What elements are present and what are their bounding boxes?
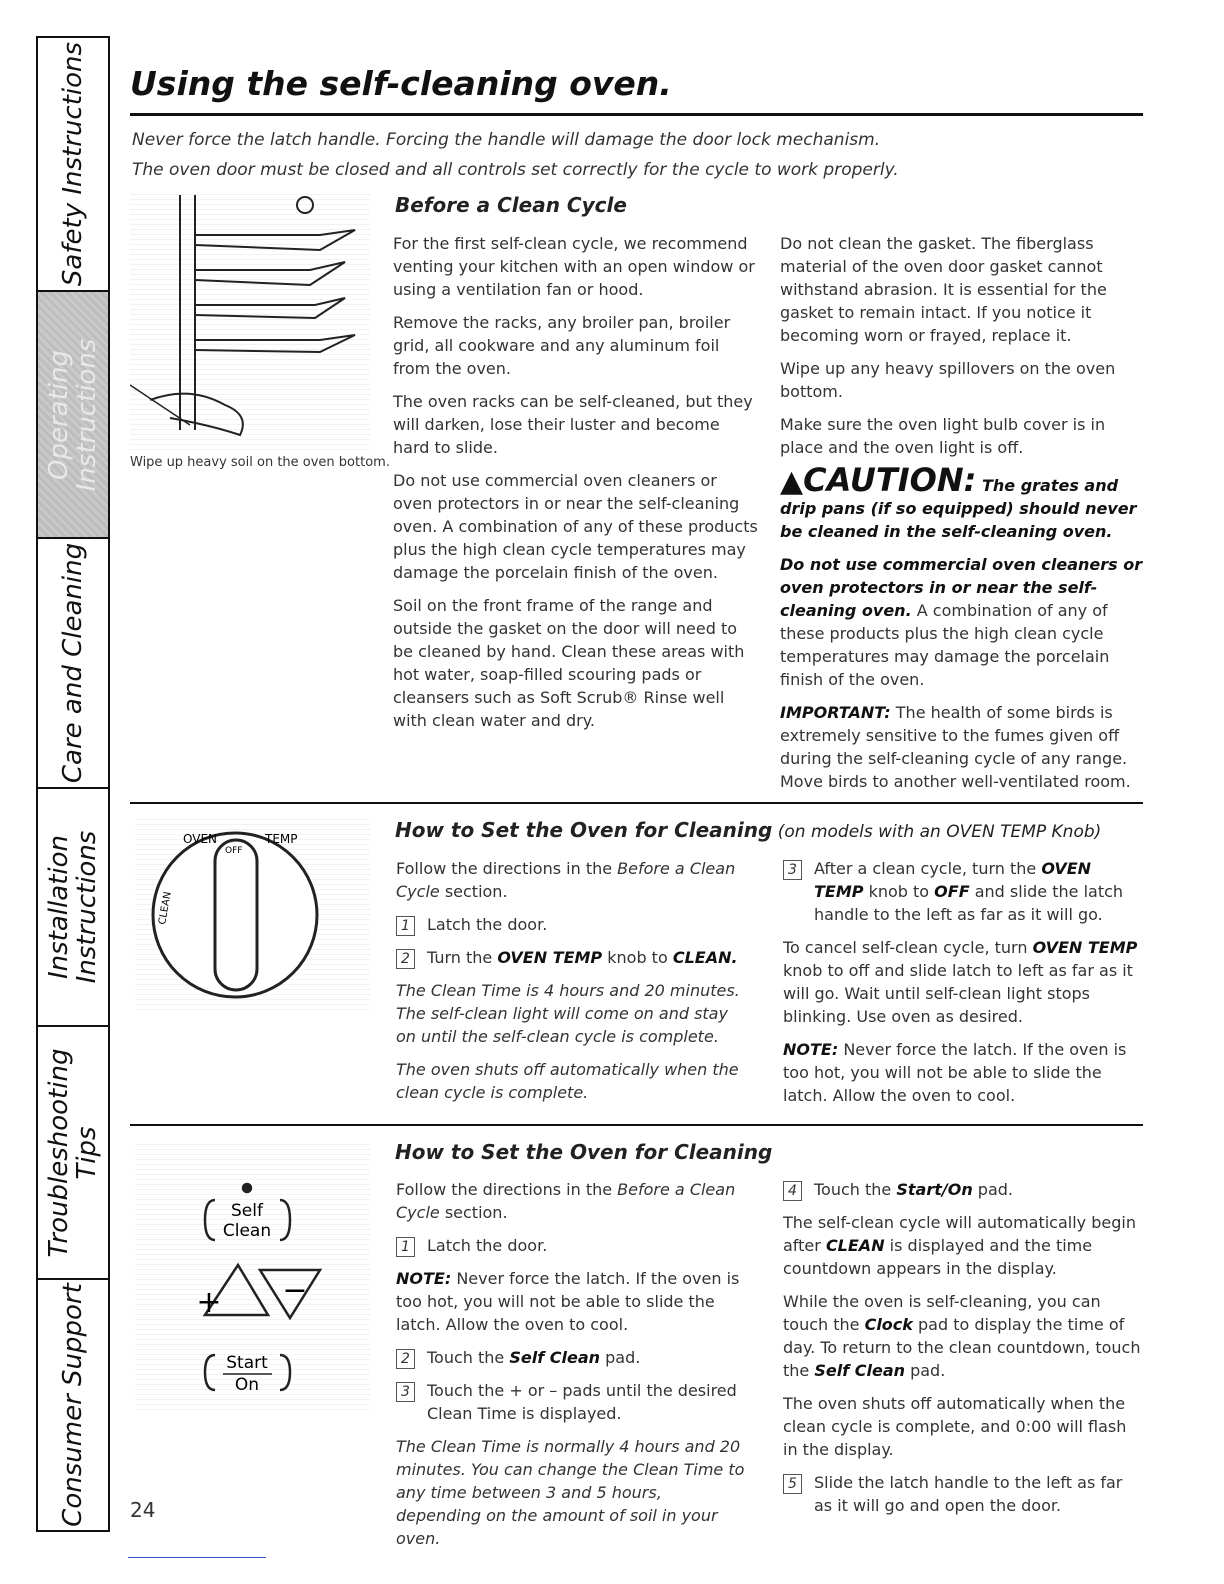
text-run: To cancel self-clean cycle, turn	[783, 938, 1033, 957]
text-run: CLEAN.	[672, 948, 738, 967]
start-pad-label-1: Start	[226, 1353, 268, 1373]
before-clean-col-1	[393, 232, 758, 742]
step-number: 2	[396, 1349, 415, 1369]
text-run: and slide the latch handle to the left as far as it will go.	[814, 882, 1124, 924]
oven-rack-illustration	[130, 190, 370, 450]
step-number: 5	[783, 1474, 802, 1494]
text-run: Turn the	[427, 948, 498, 967]
oven-temp-col-2	[783, 857, 1143, 1117]
text-run: section.	[439, 882, 508, 901]
text-run: A combination of any of these products plus the high clean cycle temperatures may damage the porcelain finish of the oven.	[780, 601, 1110, 689]
paragraph	[783, 936, 1143, 1028]
text-run: CLEAN	[825, 1236, 885, 1255]
text-run: CAUTION:	[803, 461, 977, 499]
text-run: OVEN TEMP	[814, 859, 1092, 901]
text-run: OVEN TEMP	[497, 948, 603, 967]
paragraph	[783, 1038, 1143, 1107]
heading-text: How to Set the Oven for Cleaning	[395, 818, 773, 842]
step-number: 1	[396, 916, 415, 936]
text-run: Touch the	[814, 1180, 897, 1199]
paragraph	[780, 701, 1145, 793]
sidebar-tab[interactable]	[38, 789, 108, 1027]
section-tabs	[36, 36, 110, 1532]
sidebar-tab-label: Safety Instructions	[58, 41, 88, 287]
text-run: The oven racks can be self-cleaned, but they will darken, lose their luster and become hard to slide.	[393, 392, 753, 457]
step-number: 2	[396, 949, 415, 969]
text-run: Touch the + or – pads until the desired Clean Time is displayed.	[427, 1381, 737, 1423]
numbered-step	[396, 1379, 746, 1425]
start-pad-label-2: On	[234, 1375, 260, 1395]
text-run: Self Clean	[814, 1361, 905, 1380]
paragraph	[396, 1435, 746, 1550]
text-run: Touch the	[427, 1348, 510, 1367]
sidebar-tab-label: Consumer Support	[58, 1283, 88, 1527]
text-run: section.	[439, 1203, 508, 1222]
paragraph	[393, 594, 758, 732]
step-number: 3	[396, 1382, 415, 1402]
text-run: OVEN TEMP	[1032, 938, 1138, 957]
sidebar-tab-label: Operating Instructions	[44, 338, 102, 491]
before-clean-col-2	[780, 232, 1145, 803]
numbered-step	[396, 946, 746, 969]
paragraph	[396, 1058, 746, 1104]
text-run: OFF	[934, 882, 970, 901]
text-run: Clock	[864, 1315, 913, 1334]
title-rule	[130, 113, 1143, 116]
paragraph	[396, 1267, 746, 1336]
illustration-caption: Wipe up heavy soil on the oven bottom.	[130, 455, 390, 470]
text-run: The Clean Time is 4 hours and 20 minutes. The self-clean light will come on and stay on until the self-clean cycle is complete.	[396, 981, 740, 1046]
text-run: IMPORTANT:	[780, 703, 891, 722]
text-run: For the first self-clean cycle, we recommend venting your kitchen with an open window or using a ventilation fan or hood.	[393, 234, 755, 299]
text-run: pad to display the time of day. To return to the clean countdown, touch the	[783, 1315, 1141, 1380]
text-run: Before a Clean Cycle	[396, 1180, 736, 1222]
text-run: pad.	[600, 1348, 641, 1367]
paragraph	[396, 979, 746, 1048]
paragraph	[780, 232, 1145, 347]
step-number: 3	[783, 860, 802, 880]
text-run: After a clean cycle, turn the	[814, 859, 1042, 878]
paragraph	[393, 311, 758, 380]
paragraph	[780, 357, 1145, 403]
text-run: Remove the racks, any broiler pan, broiler grid, all cookware and any aluminum foil from the oven.	[393, 313, 731, 378]
sidebar-tab[interactable]	[38, 292, 108, 539]
text-run: Latch the door.	[427, 915, 548, 934]
text-run: knob to off and slide latch to left as far as it will go. Wait until self-clean light stops blinking. Use oven as desired.	[783, 961, 1133, 1026]
paragraph	[780, 553, 1145, 691]
text-run: Make sure the oven light bulb cover is in place and the oven light is off.	[780, 415, 1106, 457]
text-run: Wipe up any heavy spillovers on the oven bottom.	[780, 359, 1116, 401]
text-run: Follow the directions in the	[396, 1180, 618, 1199]
page-number: 24	[130, 1498, 156, 1522]
self-clean-pad-label-1: Self	[231, 1201, 263, 1221]
control-pads-illustration	[135, 1140, 370, 1410]
text-run: Do not use commercial oven cleaners or oven protectors in or near the self-cleaning oven.	[780, 555, 1143, 620]
text-run: While the oven is self-cleaning, you can touch the	[783, 1292, 1101, 1334]
numbered-step	[783, 1471, 1143, 1517]
text-run: Do not clean the gasket. The fiberglass material of the oven door gasket cannot withstand abrasion. It is essential for the gasket to remain intact. If you notice it becoming worn or frayed, replace it.	[780, 234, 1107, 345]
section-divider	[130, 1124, 1143, 1126]
minus-pad[interactable]: −	[282, 1273, 308, 1308]
intro-line-2: The oven door must be closed and all controls set correctly for the cycle to work properly.	[132, 160, 899, 180]
section-heading-before-clean: Before a Clean Cycle	[395, 193, 627, 217]
section-heading-oven-temp	[395, 818, 1101, 842]
numbered-step	[396, 1234, 746, 1257]
intro-line-1: Never force the latch handle. Forcing the handle will damage the door lock mechanism.	[132, 130, 881, 150]
oven-temp-col-1	[396, 857, 746, 1114]
paragraph	[783, 1392, 1143, 1461]
touch-pads-col-1	[396, 1178, 746, 1560]
knob-label-oven: OVEN	[183, 832, 218, 846]
text-run: Slide the latch handle to the left as far as it will go and open the door.	[814, 1473, 1123, 1515]
text-run: Before a Clean Cycle	[396, 859, 736, 901]
text-run: pad.	[972, 1180, 1013, 1199]
section-heading-touch-pads: How to Set the Oven for Cleaning	[395, 1140, 773, 1164]
numbered-step	[396, 913, 746, 936]
numbered-step	[396, 1346, 746, 1369]
numbered-step	[783, 1178, 1143, 1201]
text-run: Soil on the front frame of the range and outside the gasket on the door will need to be cleaned by hand. Clean these areas with hot water, soap-filled scouring pads or cleansers such as Soft Scrub® Rinse well with clean water and dry.	[393, 596, 745, 730]
text-run: pad.	[905, 1361, 946, 1380]
paragraph	[393, 232, 758, 301]
text-run: NOTE:	[396, 1269, 452, 1288]
text-run: NOTE:	[783, 1040, 839, 1059]
oven-temp-knob-illustration	[135, 815, 370, 1010]
paragraph	[396, 1178, 746, 1224]
text-run: Follow the directions in the	[396, 859, 618, 878]
caution-notice	[780, 461, 1145, 543]
knob-label-temp: TEMP	[265, 832, 298, 846]
text-run: knob to	[602, 948, 673, 967]
touch-pads-col-2	[783, 1178, 1143, 1527]
self-clean-pad-label-2: Clean	[222, 1221, 272, 1241]
paragraph	[396, 857, 746, 903]
sidebar-tab-label: Care and Cleaning	[58, 542, 88, 784]
text-run: knob to	[863, 882, 935, 901]
text-run: The oven shuts off automatically when the clean cycle is complete.	[396, 1060, 739, 1102]
text-run: The oven shuts off automatically when the clean cycle is complete, and 0:00 will flash in the display.	[783, 1394, 1127, 1459]
text-run: The Clean Time is normally 4 hours and 20 minutes. You can change the Clean Time to any time between 3 and 5 hours, depending on the amount of soil in your oven.	[396, 1437, 745, 1548]
knob-label-off: OFF	[225, 846, 243, 856]
numbered-step	[783, 857, 1143, 926]
sidebar-tab-label: Installation Instructions	[44, 830, 102, 984]
page-title: Using the self-cleaning oven.	[130, 64, 672, 103]
paragraph	[783, 1290, 1143, 1382]
step-number: 1	[396, 1237, 415, 1257]
heading-subtitle: (on models with an OVEN TEMP Knob)	[772, 822, 1102, 842]
text-run: Start/On	[896, 1180, 973, 1199]
text-run: The health of some birds is extremely sensitive to the fumes given off during the self-cleaning cycle of any range. Move birds to another well-ventilated room.	[780, 703, 1131, 791]
paragraph	[783, 1211, 1143, 1280]
sidebar-tab[interactable]	[38, 539, 108, 789]
sidebar-tab-label: Troubleshooting Tips	[44, 1048, 102, 1257]
knob-label-clean: CLEAN	[157, 890, 174, 926]
sidebar-tab[interactable]	[38, 38, 108, 292]
paragraph	[780, 413, 1145, 459]
step-number: 4	[783, 1181, 802, 1201]
sidebar-tab[interactable]	[38, 1280, 108, 1530]
paragraph	[393, 390, 758, 459]
paragraph	[393, 469, 758, 584]
text-run: Latch the door.	[427, 1236, 548, 1255]
text-run: The grates and drip pans (if so equipped) should never be cleaned in the self-cleaning oven.	[780, 476, 1137, 541]
text-run: Never force the latch. If the oven is too hot, you will not be able to slide the latch. Allow the oven to cool.	[783, 1040, 1127, 1105]
plus-pad[interactable]: +	[196, 1285, 222, 1320]
text-run: The self-clean cycle will automatically begin after	[783, 1213, 1136, 1255]
text-run: Never force the latch. If the oven is too hot, you will not be able to slide the latch. Allow the oven to cool.	[396, 1269, 740, 1334]
text-run: Do not use commercial oven cleaners or oven protectors in or near the self-cleaning oven. A combination of any of these products plus the high clean cycle temperatures may damage the porcelain finish of the oven.	[393, 471, 758, 582]
footer-link-line	[128, 1557, 266, 1558]
text-run: Self Clean	[509, 1348, 601, 1367]
section-divider	[130, 802, 1143, 804]
text-run: is displayed and the time countdown appears in the display.	[783, 1236, 1093, 1278]
warning-icon: ▲	[780, 464, 804, 499]
sidebar-tab[interactable]	[38, 1027, 108, 1280]
